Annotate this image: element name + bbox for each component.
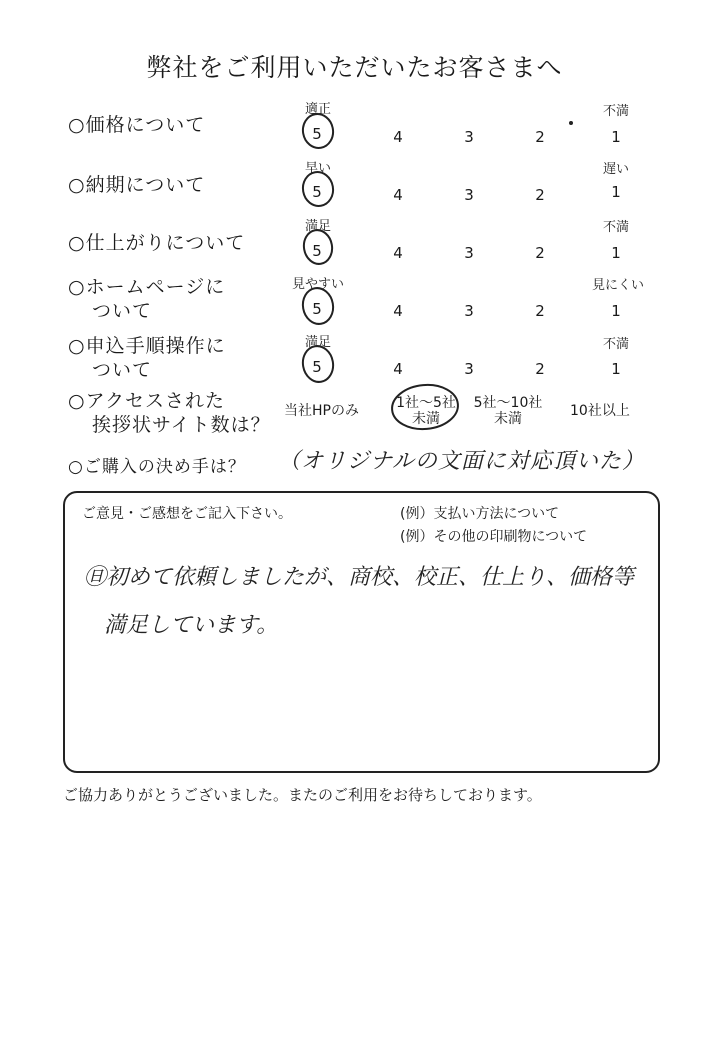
high-label: 適正 (304, 102, 331, 117)
selection-circle (300, 112, 335, 151)
access-option-10-plus[interactable]: 10社以上 (570, 403, 630, 419)
high-label: 見やすい (291, 277, 344, 292)
scale-1[interactable]: 1 (611, 360, 621, 378)
question-procedure: ○申込手順操作に (68, 335, 226, 357)
comment-example-2: (例）その他の印刷物について (400, 529, 588, 545)
question-decision: ○ご購入の決め手は？ (68, 457, 246, 477)
scale-5[interactable]: 5 (312, 183, 322, 201)
comment-text-line2: 満足しています。 (104, 613, 279, 638)
question-price: ○価格について (68, 114, 206, 136)
scale-2[interactable]: 2 (535, 186, 545, 204)
scale-3[interactable]: 3 (464, 186, 474, 204)
high-label: 満足 (304, 335, 331, 350)
scale-2[interactable]: 2 (535, 360, 545, 378)
high-label: 早い (304, 161, 331, 176)
scale-4[interactable]: 4 (393, 128, 403, 146)
stray-dot (569, 121, 573, 125)
scale-2[interactable]: 2 (535, 244, 545, 262)
scale-4[interactable]: 4 (393, 360, 403, 378)
access-option-5-10-line2: 未満 (494, 411, 522, 427)
comment-header: ご意見・ご感想をご記入下さい。 (82, 506, 292, 522)
scale-1[interactable]: 1 (611, 244, 621, 262)
footer-thanks: ご協力ありがとうございました。またのご利用をお待ちしております。 (63, 786, 542, 804)
scale-4[interactable]: 4 (393, 244, 403, 262)
scale-1[interactable]: 1 (611, 128, 621, 146)
question-access-line2: 挨拶状サイト数は？ (92, 414, 271, 436)
page-title: 弊社をご利用いただいたお客さまへ (146, 53, 563, 82)
scale-4[interactable]: 4 (393, 186, 403, 204)
access-option-5-10[interactable]: 5社～10社 (473, 395, 543, 411)
high-label: 満足 (304, 219, 331, 234)
scale-3[interactable]: 3 (464, 302, 474, 320)
access-option-own-only[interactable]: 当社HPのみ (284, 403, 359, 419)
question-access: ○アクセスされた (68, 390, 226, 412)
comment-example-1: (例）支払い方法について (400, 506, 560, 522)
scale-5[interactable]: 5 (312, 300, 322, 318)
access-option-1-5-line2: 未満 (412, 411, 440, 427)
selection-circle (300, 344, 336, 385)
low-label: 不満 (602, 220, 629, 235)
selection-circle (301, 228, 334, 266)
question-procedure-line2: ついて (92, 359, 153, 381)
selection-circle (300, 170, 335, 209)
scale-3[interactable]: 3 (464, 244, 474, 262)
selection-circle (300, 286, 336, 327)
comment-text-line1: ㊐初めて依頼しましたが、商校、校正、仕上り、価格等 (84, 565, 635, 590)
low-label: 不満 (602, 337, 629, 352)
selection-circle (390, 382, 460, 432)
question-finish: ○仕上がりについて (68, 232, 246, 254)
scale-3[interactable]: 3 (464, 360, 474, 378)
low-label: 見にくい (591, 278, 644, 293)
access-option-1-5[interactable]: 1社～5社 (396, 395, 456, 411)
question-homepage: ○ホームページに (68, 276, 226, 298)
scale-2[interactable]: 2 (535, 302, 545, 320)
scale-5[interactable]: 5 (312, 358, 322, 376)
low-label: 遅い (602, 162, 629, 177)
low-label: 不満 (602, 104, 629, 119)
question-delivery: ○納期について (68, 174, 206, 196)
scale-2[interactable]: 2 (535, 128, 545, 146)
scale-5[interactable]: 5 (312, 242, 322, 260)
scale-4[interactable]: 4 (393, 302, 403, 320)
question-homepage-line2: ついて (92, 300, 153, 322)
scale-1[interactable]: 1 (611, 302, 621, 320)
scale-5[interactable]: 5 (312, 125, 322, 143)
decision-answer[interactable]: （オリジナルの文面に対応頂いた） (278, 449, 645, 474)
scale-1[interactable]: 1 (611, 183, 621, 201)
scale-3[interactable]: 3 (464, 128, 474, 146)
